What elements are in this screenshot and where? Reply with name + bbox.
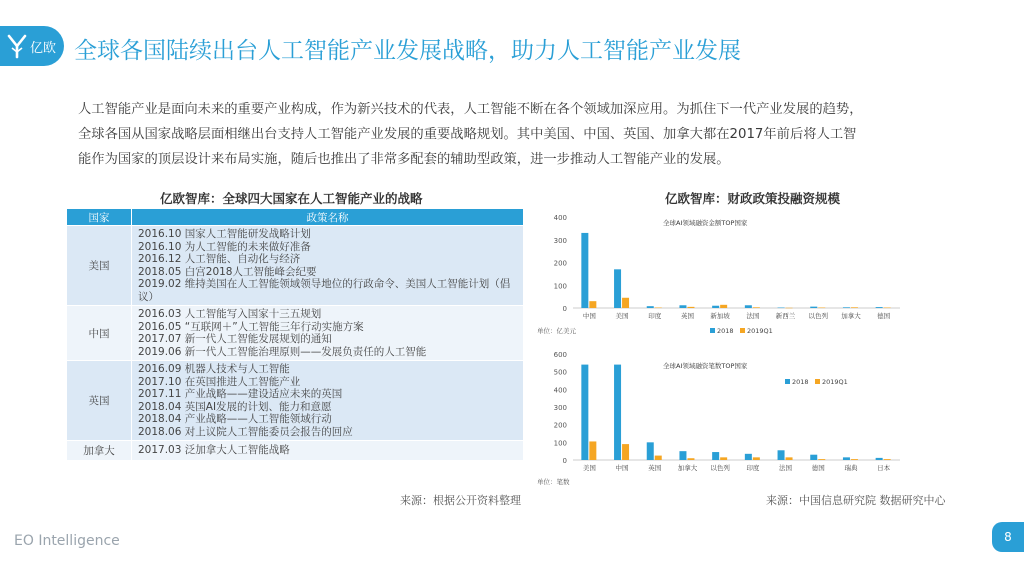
bar-series-2: [818, 308, 825, 309]
chart-funding-count: [535, 344, 905, 489]
x-tick-label: 美国: [615, 312, 629, 320]
bar-series-1: [778, 308, 785, 309]
bar-series-2: [589, 441, 596, 460]
bar-series-2: [884, 308, 891, 309]
page-title: 全球各国陆续出台人工智能产业发展战略，助力人工智能产业发展: [74, 38, 741, 64]
header-country: 国家: [67, 209, 132, 226]
policy-item: 2017.07 新一代人工智能发展规划的通知: [138, 333, 332, 345]
policy-item: 2016.10 为人工智能的未来做好准备: [138, 240, 311, 253]
policy-item: 2018.05 白宫2018人工智能峰会纪要: [138, 265, 317, 278]
policy-item: 2016.05 “互联网＋”人工智能三年行动实施方案: [138, 320, 364, 333]
y-tick-label: 400: [553, 386, 567, 395]
y-tick-label: 0: [562, 305, 567, 313]
bar-series-1: [647, 306, 654, 308]
bar-series-1: [745, 305, 752, 308]
x-tick-label: 瑞典: [844, 464, 858, 472]
policy-item: 2019.02 维持美国在人工智能领域领导地位的行政命令、美国人工智能计划（倡议）: [138, 278, 511, 303]
country-cell: 英国: [67, 361, 132, 441]
bar-series-2: [687, 458, 694, 460]
table-row: [67, 441, 524, 461]
y-tick-label: 500: [553, 368, 567, 377]
bar-series-1: [843, 457, 850, 460]
policy-cell: [132, 361, 524, 441]
bar-series-1: [712, 306, 719, 308]
bar-series-1: [614, 365, 621, 460]
bar-series-1: [581, 233, 588, 308]
bar-series-2: [851, 307, 858, 308]
country-cell: 加拿大: [67, 441, 132, 461]
country-cell: 中国: [67, 306, 132, 361]
bar-series-2: [884, 459, 891, 460]
bar-series-1: [745, 454, 752, 460]
x-tick-label: 法国: [746, 312, 760, 320]
bar-series-2: [851, 459, 858, 460]
bar-series-1: [679, 451, 686, 460]
legend-swatch: [785, 379, 790, 384]
bar-series-2: [753, 457, 760, 460]
bar-series-2: [687, 307, 694, 308]
intro-line: 能作为国家的顶层设计来布局实施，随后也推出了非常多配套的辅助型政策，进一步推动人工智能产业的发展。: [78, 152, 730, 167]
intro-line: 人工智能产业是面向未来的重要产业构成，作为新兴技术的代表，人工智能不断在各个领域加深应用。为抓住下一代产业发展的趋势，: [78, 102, 863, 117]
y-tick-label: 0: [562, 457, 567, 465]
policy-cell: [132, 226, 524, 306]
policy-cell: [132, 441, 524, 461]
x-tick-label: 德国: [811, 464, 825, 472]
bar-series-1: [810, 455, 817, 460]
country-cell: 美国: [67, 226, 132, 306]
policy-item: 2016.12 人工智能、自动化与经济: [138, 253, 301, 265]
bar-series-1: [843, 307, 850, 308]
y-tick-label: 100: [553, 439, 567, 448]
y-tick-label: 400: [553, 214, 567, 222]
page-number: 8: [992, 522, 1024, 552]
bar-series-2: [818, 459, 825, 460]
bar-series-1: [712, 452, 719, 460]
bar-series-2: [786, 308, 793, 309]
y-tick-label: 200: [553, 421, 567, 430]
legend-swatch: [710, 328, 715, 333]
right-source: 来源：中国信息研究院 数据研究中心: [766, 494, 946, 507]
x-tick-label: 美国: [582, 464, 596, 472]
eo-logo: [0, 26, 64, 66]
bar-series-2: [589, 301, 596, 308]
legend-label: 2018: [717, 327, 734, 335]
left-source: 来源：根据公开资料整理: [400, 494, 521, 507]
bar-series-2: [622, 298, 629, 308]
chart-title: 全球AI领域融资金额TOP国家: [663, 219, 748, 227]
left-panel-title: 亿欧智库：全球四大国家在人工智能产业的战略: [160, 191, 423, 206]
legend-label: 2018: [792, 378, 809, 386]
policy-item: 2017.10 在英国推进人工智能产业: [138, 375, 301, 388]
header-policy: 政策名称: [132, 209, 524, 226]
table-row: [67, 361, 524, 441]
y-tick-label: 100: [553, 282, 567, 291]
x-tick-label: 以色列: [808, 312, 828, 320]
x-tick-label: 德国: [877, 312, 891, 320]
policy-item: 2018.04 产业战略——人工智能领域行动: [138, 413, 332, 425]
intro-paragraph: [78, 97, 958, 172]
policy-item: 2017.11 产业战略——建设适应未来的英国: [138, 388, 343, 400]
policy-item: 2017.03 泛加拿大人工智能战略: [138, 444, 290, 457]
x-tick-label: 印度: [648, 312, 662, 320]
x-tick-label: 英国: [680, 312, 694, 320]
bar-series-2: [655, 456, 662, 460]
x-tick-label: 印度: [746, 464, 760, 472]
x-tick-label: 中国: [615, 464, 629, 472]
eo-y-icon: [6, 33, 28, 59]
x-tick-label: 新西兰: [775, 312, 796, 320]
policy-item: 2019.06 新一代人工智能治理原则——发展负责任的人工智能: [138, 345, 427, 358]
policy-item: 2016.10 国家人工智能研发战略计划: [138, 228, 311, 240]
bar-series-2: [720, 305, 727, 308]
x-tick-label: 新加坡: [710, 312, 730, 320]
y-tick-label: 300: [553, 404, 567, 412]
x-tick-label: 英国: [648, 464, 662, 472]
table-header-row: [67, 209, 524, 226]
bar-series-1: [679, 305, 686, 308]
bar-series-1: [876, 458, 883, 460]
policy-item: 2018.04 英国AI发展的计划、能力和意愿: [138, 400, 332, 413]
y-tick-label: 300: [553, 236, 567, 245]
policy-item: 2018.06 对上议院人工智能委员会报告的回应: [138, 425, 353, 438]
bar-series-2: [753, 307, 760, 308]
legend-swatch: [740, 328, 745, 333]
bar-series-1: [778, 450, 785, 460]
policy-cell: [132, 306, 524, 361]
x-tick-label: 加拿大: [677, 464, 698, 472]
bar-series-1: [810, 307, 817, 308]
bar-series-1: [876, 307, 883, 308]
policy-item: 2016.03 人工智能写入国家十三五规划: [138, 308, 322, 320]
right-panel-title: 亿欧智库：财政政策投融资规模: [665, 191, 841, 206]
x-tick-label: 中国: [582, 312, 596, 320]
policy-item: 2016.09 机器人技术与人工智能: [138, 363, 290, 375]
intro-line: 全球各国从国家战略层面相继出台支持人工智能产业发展的重要战略规划。其中美国、中国、英国、加拿大都在2017年前后将人工智: [78, 127, 857, 142]
bar-series-2: [720, 457, 727, 460]
y-tick-label: 600: [553, 351, 567, 359]
unit-label: 单位：亿美元: [537, 327, 576, 335]
legend-label: 2019Q1: [747, 327, 773, 335]
legend-label: 2019Q1: [822, 378, 848, 386]
table-row: [67, 306, 524, 361]
bar-series-1: [581, 365, 588, 460]
brand-footer: EO Intelligence: [14, 533, 120, 549]
chart-title: 全球AI领域融资笔数TOP国家: [663, 362, 748, 370]
x-tick-label: 加拿大: [841, 312, 861, 320]
table-row: [67, 226, 524, 306]
bar-series-1: [614, 269, 621, 308]
x-tick-label: 法国: [779, 464, 793, 472]
unit-label: 单位：笔数: [537, 478, 570, 486]
x-tick-label: 以色列: [710, 464, 730, 472]
bar-series-2: [786, 457, 793, 460]
policy-table: [66, 208, 524, 461]
bar-series-1: [647, 442, 654, 460]
legend-swatch: [815, 379, 820, 384]
chart-funding-amount: [535, 205, 905, 345]
bar-series-2: [655, 308, 662, 309]
logo-text: 亿欧: [30, 40, 57, 56]
x-tick-label: 日本: [877, 464, 891, 472]
bar-series-2: [622, 444, 629, 460]
y-tick-label: 200: [553, 259, 567, 268]
